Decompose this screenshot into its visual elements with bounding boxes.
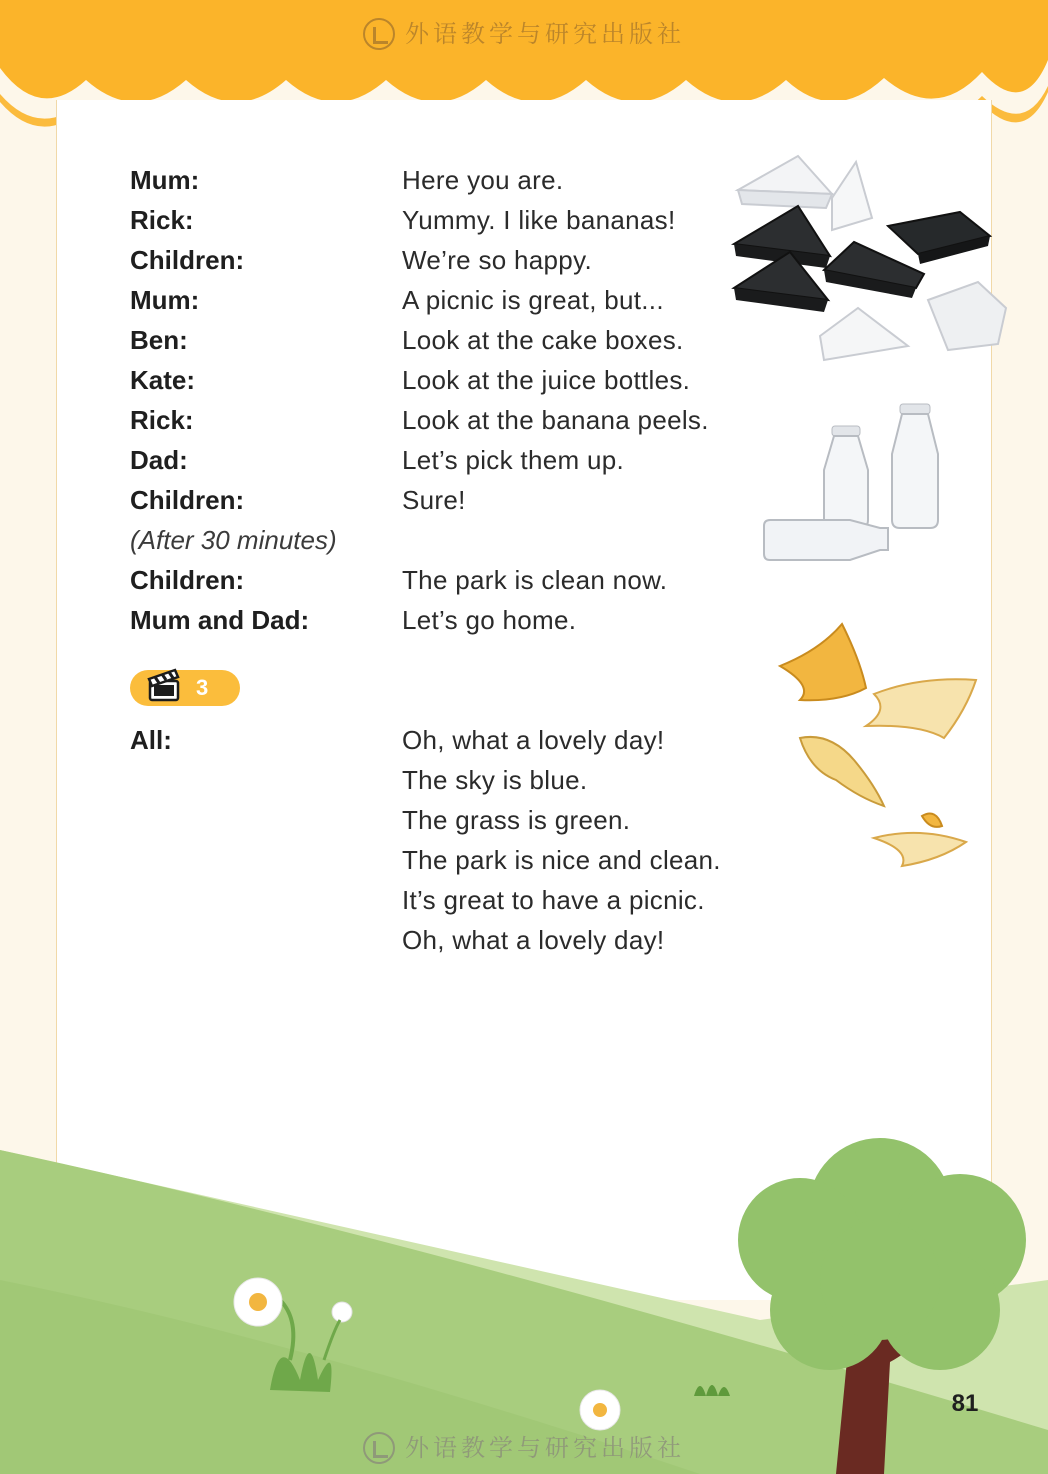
dialogue-line: [130, 160, 790, 200]
publisher-name: 外语教学与研究出版社: [405, 20, 685, 48]
speech-text: The park is clean now.: [402, 565, 668, 595]
speaker-name: Mum and Dad:: [130, 605, 310, 635]
juice-bottles-illustration: [760, 400, 950, 574]
dialogue-line: [130, 240, 790, 280]
dialogue-line: [130, 440, 790, 480]
dialogue-line: [130, 200, 790, 240]
publisher-footer: [0, 1428, 1048, 1466]
page-number: 81: [951, 1390, 979, 1417]
speech-text: Let’s pick them up.: [402, 445, 625, 475]
dialogue-line: [130, 360, 790, 400]
scene-badge: [130, 670, 240, 706]
speech-text: A picnic is great, but...: [402, 285, 664, 315]
speech-text: We’re so happy.: [402, 245, 592, 275]
chant-line: [130, 880, 790, 920]
stage-direction: [130, 520, 790, 560]
park-landscape: [0, 1130, 1048, 1474]
chant-text: The park is nice and clean.: [402, 845, 721, 875]
dialogue-line: [130, 320, 790, 360]
speaker-name: Children:: [130, 485, 245, 515]
speech-text: Look at the cake boxes.: [402, 325, 684, 355]
chant-line: [130, 720, 790, 760]
speaker-name: Children:: [130, 245, 245, 275]
dialogue-line: [130, 480, 790, 520]
chant-text: Oh, what a lovely day!: [402, 725, 665, 755]
dialogue-line: [130, 600, 790, 640]
chant-line: [130, 800, 790, 840]
speech-text: Let’s go home.: [402, 605, 577, 635]
dialogue-line: [130, 280, 790, 320]
speaker-name: Children:: [130, 565, 245, 595]
cake-boxes-illustration: [728, 150, 1012, 370]
speech-text: Yummy. I like bananas!: [402, 205, 676, 235]
dialogue-line: [130, 560, 790, 600]
chant-line: [130, 840, 790, 880]
speaker-name: Rick:: [130, 405, 194, 435]
stage-direction-text: (After 30 minutes): [130, 525, 337, 555]
publisher-header: [0, 14, 1048, 52]
chant-text: The sky is blue.: [402, 765, 588, 795]
speech-text: Sure!: [402, 485, 466, 515]
speech-text: Here you are.: [402, 165, 564, 195]
speaker-name: Mum:: [130, 165, 200, 195]
speaker-name: Mum:: [130, 285, 200, 315]
speech-text: Look at the banana peels.: [402, 405, 709, 435]
publisher-logo-icon: [363, 1432, 395, 1464]
speaker-name: Rick:: [130, 205, 194, 235]
speaker-name: Ben:: [130, 325, 188, 355]
speaker-name: Kate:: [130, 365, 196, 395]
chant-text: The grass is green.: [402, 805, 631, 835]
clapperboard-icon: [144, 664, 184, 704]
scene-number: 3: [196, 675, 209, 700]
chant-line: [130, 760, 790, 800]
speaker-name: Dad:: [130, 445, 188, 475]
publisher-logo-icon: [363, 18, 395, 50]
speaker-name: All:: [130, 725, 172, 755]
speech-text: Look at the juice bottles.: [402, 365, 691, 395]
daisy-flower-small: [580, 1390, 620, 1430]
chant-line: [130, 920, 790, 960]
dialogue-line: [130, 400, 790, 440]
publisher-name: 外语教学与研究出版社: [405, 1434, 685, 1462]
chant-text: It’s great to have a picnic.: [402, 885, 705, 915]
chant-text: Oh, what a lovely day!: [402, 925, 665, 955]
banana-peels-illustration: [770, 620, 990, 886]
